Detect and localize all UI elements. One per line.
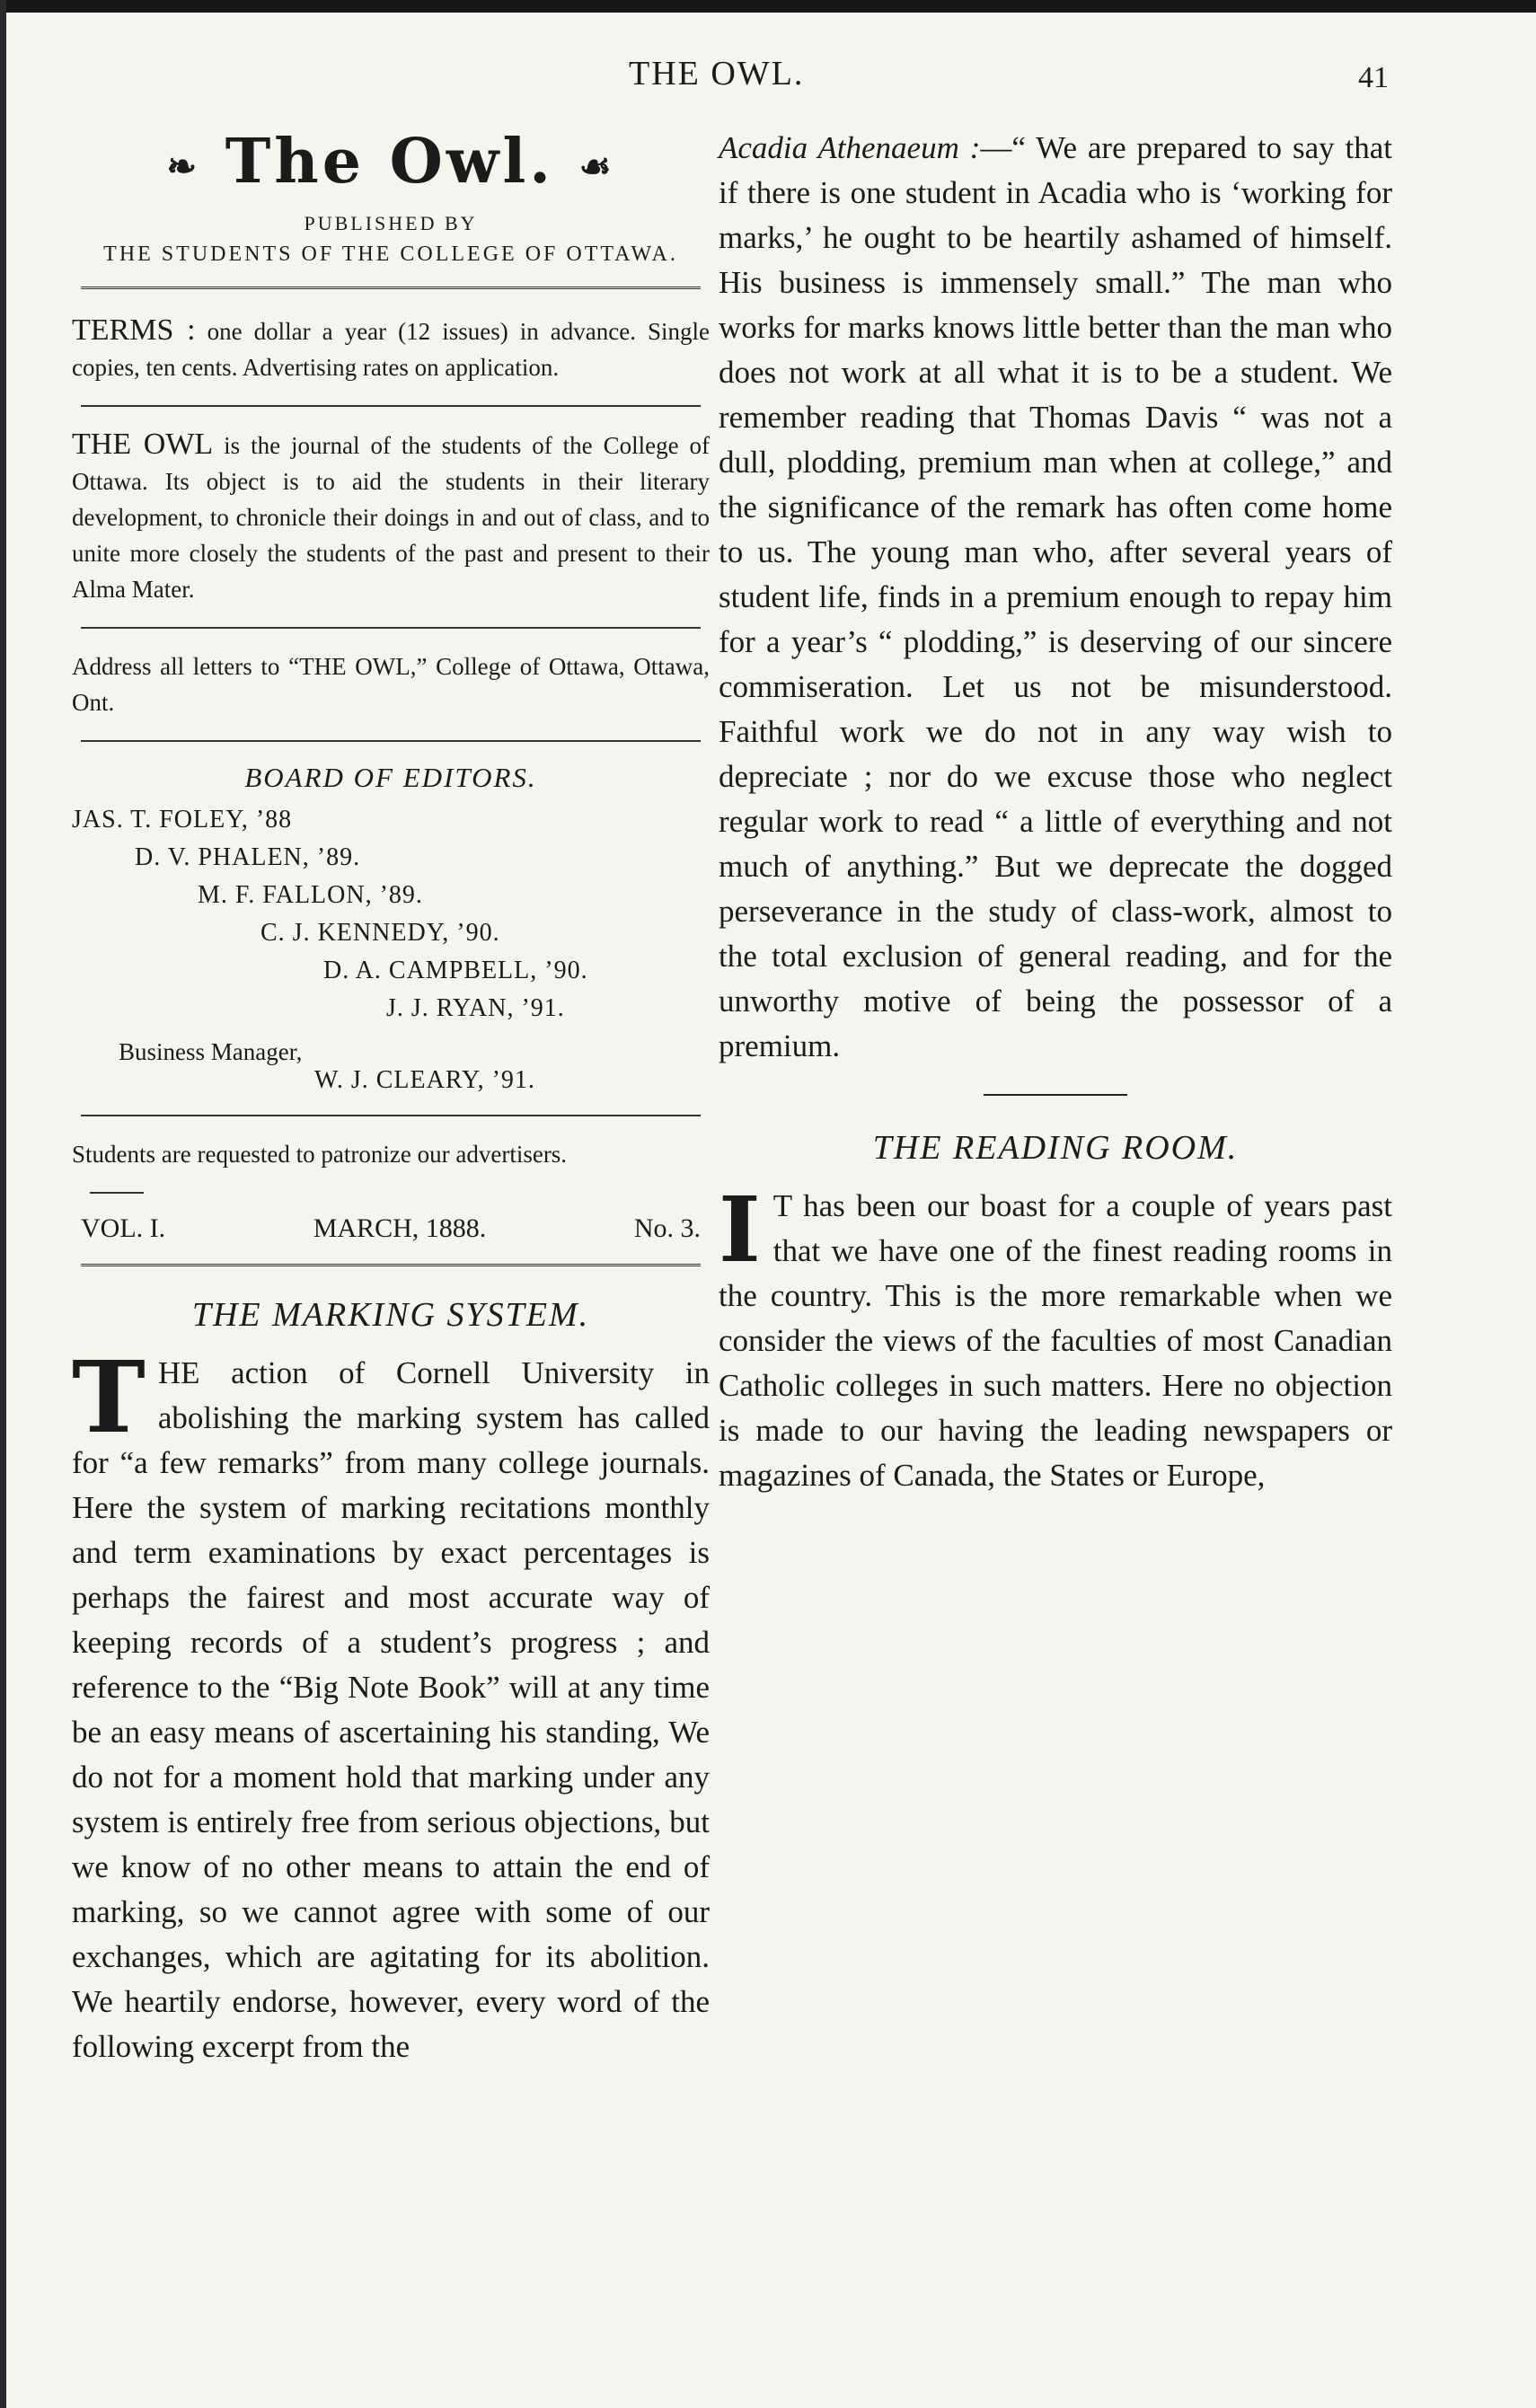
left-ornament-icon: ❧: [166, 146, 200, 188]
issue-line: [81, 1213, 701, 1244]
article-continuation: [719, 126, 1392, 1069]
section-divider: [984, 1094, 1127, 1096]
about-block: [72, 427, 710, 607]
divider: [90, 1192, 144, 1194]
running-title: THE OWL.: [629, 55, 805, 93]
about-label: THE OWL: [72, 428, 214, 461]
issue-number: No. 3.: [633, 1213, 701, 1243]
editor-item: D. V. PHALEN, ’89.: [135, 843, 361, 871]
editor-item: JAS. T. FOLEY, ’88: [72, 806, 293, 834]
page-number: 41: [1358, 61, 1389, 94]
board-heading: BOARD OF EDITORS.: [244, 762, 537, 793]
article-body: [719, 1177, 1392, 1498]
address-block: Address all letters to “THE OWL,” College of Ottawa, Ottawa, Ont.: [72, 653, 710, 716]
editor-item: D. A. CAMPBELL, ’90.: [323, 957, 588, 984]
volume: VOL. I.: [81, 1213, 166, 1243]
article-title: THE MARKING SYSTEM.: [191, 1296, 590, 1334]
business-manager-name: W. J. CLEARY, ’91.: [314, 1066, 535, 1094]
divider: [81, 287, 701, 293]
editor-item: J. J. RYAN, ’91.: [386, 994, 565, 1022]
editor-item: M. F. FALLON, ’89.: [198, 881, 423, 909]
divider: [81, 740, 701, 742]
article-lead: HE action of Cornell University in abolishing the marking system has called for “a few remarks” from many college journals. Here the system of marking recitations monthly and term examinations by exact percentages is perhaps the fairest and most accurate way of keeping records of a student’s progress ; and reference to the “Big Note Book” will at any time be an easy means of ascertaining his standing, We do not for a moment hold that marking under any system is entirely free from serious objections, but we know of no other means to attain the end of marking, so we cannot agree with some of our exchanges, which are agitating for its abolition. We heartily endorse, however, every word of the following excerpt from the: [72, 1355, 710, 2064]
source-title: Acadia Athenaeum :: [719, 130, 981, 165]
article-title: THE READING ROOM.: [872, 1129, 1239, 1167]
article-body: [72, 1339, 710, 2069]
masthead: [72, 126, 710, 198]
published-by: PUBLISHED BY: [304, 212, 478, 234]
divider: [81, 405, 701, 407]
editor-item: C. J. KENNEDY, ’90.: [260, 919, 500, 947]
right-ornament-icon: ☙: [578, 146, 615, 188]
divider: [81, 627, 701, 629]
dropcap: I: [719, 1177, 761, 1283]
dropcap: T: [72, 1339, 146, 1455]
divider: [81, 1115, 701, 1116]
right-column: [719, 126, 1392, 1498]
patronize-note: Students are requested to patronize our advertisers.: [72, 1141, 568, 1168]
scan-left-border: [0, 0, 6, 2408]
editor-list: [72, 801, 710, 1028]
business-manager-label: Business Manager,: [119, 1038, 303, 1065]
terms-block: [72, 313, 710, 385]
masthead-title: The Owl.: [225, 126, 554, 198]
scan-top-border: [0, 0, 1536, 13]
divider: [81, 1264, 701, 1270]
terms-label: TERMS :: [72, 313, 196, 347]
terms-text: one dollar a year (12 issues) in advance. Single copies, ten cents. Advertising rates on application.: [72, 318, 711, 381]
article-text: T has been our boast for a couple of years past that we have one of the finest reading rooms in the country. This is the more remarkable when we consider the views of the faculties of most Canadian Catholic colleges in such matters. Here no objection is made to our having the leading newspapers or magazines of Canada, the States or Europe,: [719, 1188, 1392, 1493]
about-text: is the journal of the students of the College of Ottawa. Its object is to aid the students in their literary development, to chronicle their doings in and out of class, and to unite more closely the students of the past and present to their Alma Mater.: [72, 432, 711, 603]
left-column: [72, 117, 710, 2069]
article-continuation-text: —“ We are prepared to say that if there is one student in Acadia who is ‘working for marks,’ he ought to be heartily ashamed of himself. His business is immensely small.” The man who works for marks knows little better than the man who does not work at all what it is to be a student. We remember reading that Thomas Davis “ was not a dull, plodding, premium man when at college,” and the significance of the remark has often come home to us. The young man who, after several years of student life, finds in a premium enough to repay him for a year’s “ plodding,” is deserving of our sincere commiseration. Let us not be misunderstood. Faithful work we do not in any way wish to depreciate ; nor do we excuse those who neglect regular work to read “ a little of everything and not much of anything.” But we deprecate the dogged perseverance in the study of class-work, almost to the total exclusion of general reading, and for the unworthy motive of being the possessor of a premium.: [719, 130, 1392, 1063]
issue-date: MARCH, 1888.: [313, 1213, 487, 1243]
publisher-line: THE STUDENTS OF THE COLLEGE OF OTTAWA.: [103, 243, 678, 266]
